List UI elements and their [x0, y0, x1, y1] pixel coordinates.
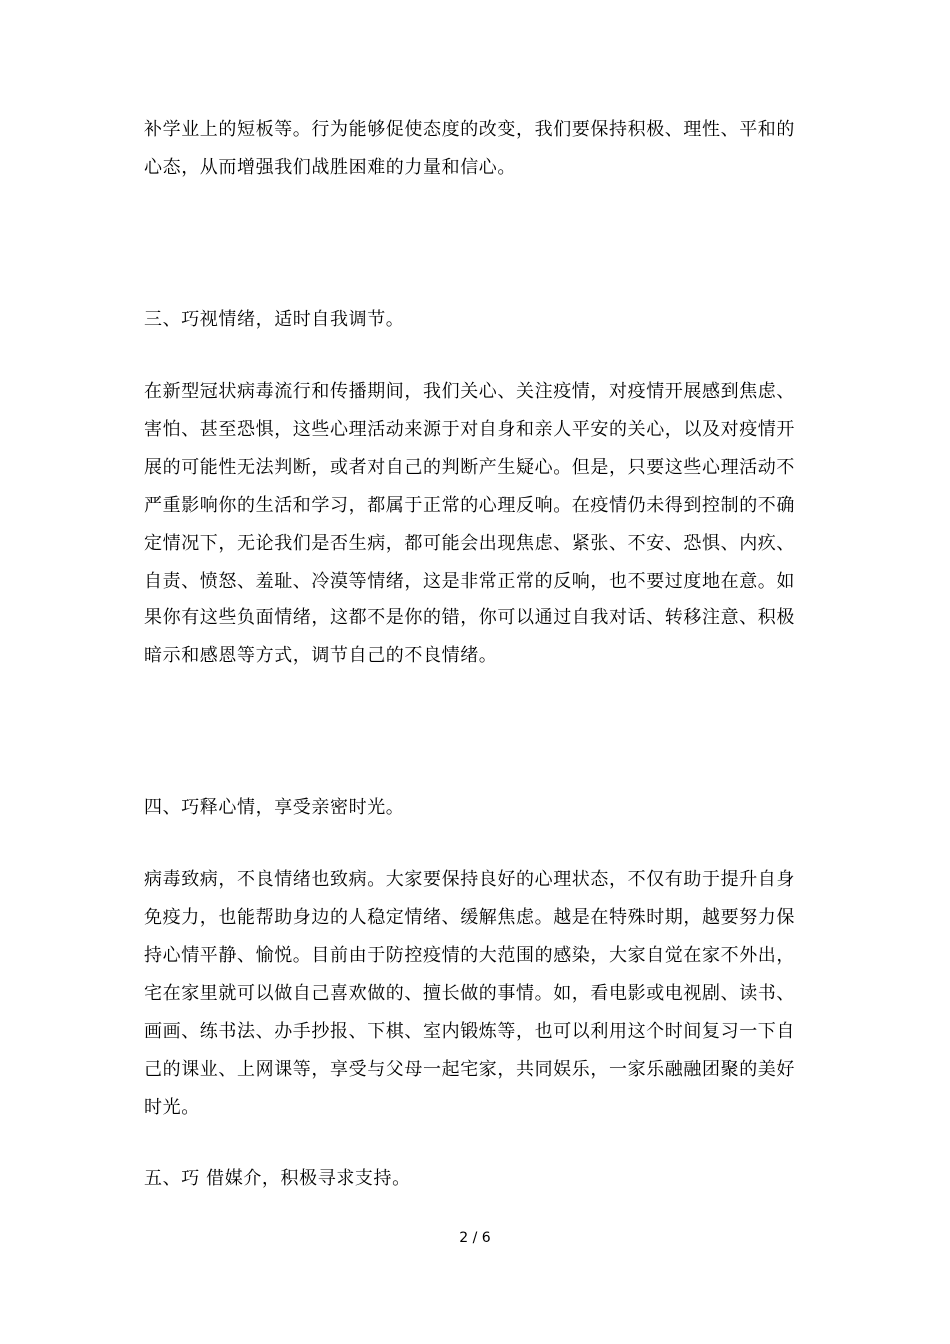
paragraph-2-line-8: 暗示和感恩等方式，调节自己的不良情绪。 — [144, 645, 498, 666]
paragraph-3-line-1: 病毒致病，不良情绪也致病。大家要保持良好的心理状态，不仅有助于提升自身 — [144, 869, 795, 890]
paragraph-2-line-5: 定情况下，无论我们是否生病，都可能会出现焦虑、紧张、不安、恐惧、内疚、 — [144, 533, 795, 554]
paragraph-2-line-3: 展的可能性无法判断，或者对自己的判断产生疑心。但是，只要这些心理活动不 — [144, 457, 795, 478]
paragraph-2-line-7: 果你有这些负面情绪，这都不是你的错，你可以通过自我对话、转移注意、积极 — [144, 607, 795, 628]
paragraph-1-line-1: 补学业上的短板等。行为能够促使态度的改变，我们要保持积极、理性、平和的 — [144, 119, 795, 140]
page-number: 2 / 6 — [459, 1230, 491, 1246]
paragraph-3-line-5: 画画、练书法、办手抄报、下棋、室内锻炼等，也可以利用这个时间复习一下自 — [144, 1021, 795, 1042]
paragraph-2-line-2: 害怕、甚至恐惧，这些心理活动来源于对自身和亲人平安的关心，以及对疫情开 — [144, 419, 795, 440]
paragraph-2-line-4: 严重影响你的生活和学习，都属于正常的心理反响。在疫情仍未得到控制的不确 — [144, 495, 795, 516]
paragraph-2-line-1: 在新型冠状病毒流行和传播期间，我们关心、关注疫情，对疫情开展感到焦虑、 — [144, 381, 795, 402]
paragraph-3-line-7: 时光。 — [144, 1097, 200, 1118]
paragraph-3-line-6: 己的课业、上网课等，享受与父母一起宅家，共同娱乐，一家乐融融团聚的美好 — [144, 1059, 795, 1080]
section-heading-5: 五、巧 借媒介，积极寻求支持。 — [144, 1168, 411, 1189]
section-heading-3: 三、巧视情绪，适时自我调节。 — [144, 309, 405, 330]
paragraph-3-line-4: 宅在家里就可以做自己喜欢做的、擅长做的事情。如，看电影或电视剧、读书、 — [144, 983, 795, 1004]
paragraph-3-line-3: 持心情平静、愉悦。目前由于防控疫情的大范围的感染，大家自觉在家不外出， — [144, 945, 795, 966]
paragraph-2-line-6: 自责、愤怒、羞耻、冷漠等情绪，这是非常正常的反响，也不要过度地在意。如 — [144, 571, 795, 592]
paragraph-1-line-2: 心态，从而增强我们战胜困难的力量和信心。 — [144, 157, 516, 178]
paragraph-3-line-2: 免疫力，也能帮助身边的人稳定情绪、缓解焦虑。越是在特殊时期，越要努力保 — [144, 907, 795, 928]
section-heading-4: 四、巧释心情，享受亲密时光。 — [144, 797, 405, 818]
